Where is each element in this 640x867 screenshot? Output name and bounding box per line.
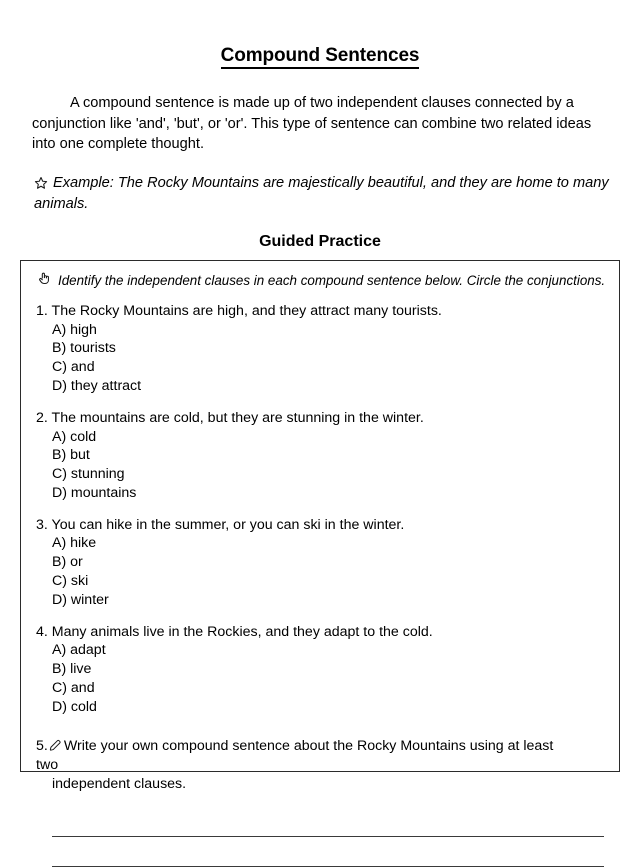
question-number: 4. (36, 623, 48, 640)
page-title (0, 0, 640, 67)
example-line (0, 155, 640, 214)
open-response-prompt (29, 737, 609, 794)
answer-line[interactable] (52, 808, 604, 837)
instruction-text: Identify the independent clauses in each compound sentence below. Circle the conjunctions. (58, 273, 606, 288)
option-item[interactable]: D) mountains (52, 485, 137, 502)
option-item[interactable]: A) high (52, 321, 97, 338)
question-block (29, 409, 609, 503)
option-item[interactable]: C) stunning (52, 466, 125, 483)
option-item[interactable]: D) winter (52, 592, 109, 609)
question-prompt (29, 516, 609, 534)
question-prompt (29, 409, 609, 427)
question-number: 1. (36, 303, 48, 320)
option-item[interactable]: A) adapt (52, 642, 106, 659)
option-item[interactable]: A) cold (52, 428, 97, 445)
example-text: Example: The Rocky Mountains are majestically beautiful, and they are home to many animals. (34, 175, 609, 212)
question-text: Many animals live in the Rockies, and they adapt to the cold. (51, 623, 433, 640)
intro-paragraph: A compound sentence is made up of two independent clauses connected by a conjunction like 'and', 'but', or 'or'. This type of sentence can combine two related ideas into one complete thought. (32, 95, 592, 153)
option-item[interactable]: B) tourists (52, 340, 116, 357)
option-item[interactable]: C) ski (52, 573, 89, 590)
guided-practice-box (20, 260, 620, 792)
question-number: 3. (36, 517, 48, 533)
page-title-text: Compound Sentences (221, 45, 420, 69)
question-text: You can hike in the summer, or you can ski in the winter. (51, 517, 405, 533)
option-item[interactable]: B) or (52, 554, 83, 571)
option-item[interactable]: B) but (52, 447, 90, 464)
option-list (29, 428, 609, 504)
question-prompt (29, 302, 609, 320)
question-block (29, 516, 609, 610)
answer-line[interactable] (52, 837, 604, 867)
open-response-number: 5. (36, 737, 48, 754)
option-item[interactable]: D) they attract (52, 378, 142, 395)
option-item[interactable]: D) cold (52, 699, 97, 716)
question-block (29, 302, 609, 396)
option-list (29, 321, 609, 397)
question-text: The mountains are cold, but they are stunning in the winter. (51, 410, 424, 427)
section-heading: Guided Practice (259, 233, 381, 250)
option-list (29, 534, 609, 610)
option-item[interactable]: B) live (52, 661, 92, 678)
open-response-block (29, 737, 609, 867)
star-icon (34, 176, 48, 190)
question-block (29, 623, 609, 717)
open-response-text-line1: Write your own compound sentence about the Rocky Mountains using at least two (36, 737, 554, 773)
open-response-text-line2: independent clauses. (52, 775, 187, 792)
option-list (29, 641, 609, 717)
answer-lines (29, 794, 609, 867)
option-item[interactable]: C) and (52, 680, 95, 697)
option-item[interactable]: C) and (52, 359, 95, 376)
question-prompt (29, 623, 609, 641)
pointing-hand-icon (37, 271, 52, 286)
question-number: 2. (36, 410, 48, 427)
question-text: The Rocky Mountains are high, and they attract many tourists. (51, 303, 442, 320)
instruction-line (29, 270, 609, 290)
pencil-icon (48, 738, 62, 752)
option-item[interactable]: A) hike (52, 535, 97, 552)
